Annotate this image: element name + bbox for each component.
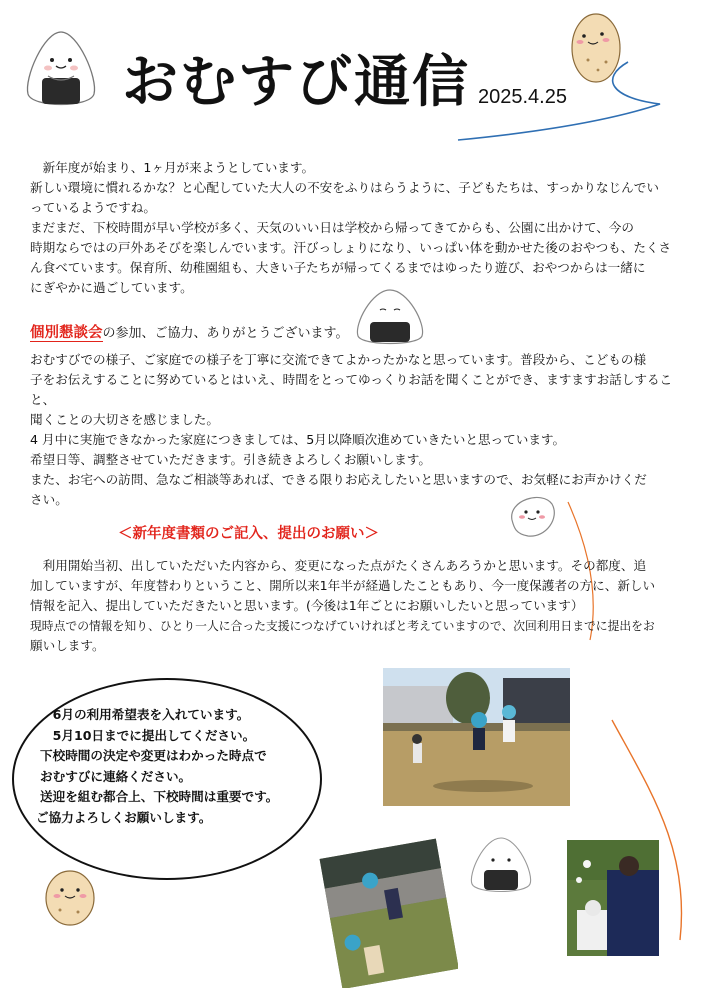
- interview-heading-suffix: の参加、ご協力、ありがとうございます。: [102, 326, 349, 341]
- notice-text: [36, 705, 279, 828]
- garden-work-photo: [318, 838, 458, 988]
- interview-line: 希望日等、調整させていただきます。引き続きよろしくお願いします。: [30, 452, 431, 467]
- planting-photo: [567, 840, 659, 956]
- interview-line: 聞くことの大切さを感じました。: [30, 412, 219, 427]
- documents-line: 加していますが、年度替わりということ、開所以来1年半が経過したこともあり、今一度保護者の方に、新しい: [30, 578, 656, 593]
- interview-line: 子をお伝えすることに努めているとはいえ、時間をとってゆっくりお話を聞くことができ、ますますお話しすること、: [30, 372, 673, 407]
- newsletter-title: おむすび通信: [122, 50, 470, 115]
- interview-paragraph: [30, 350, 685, 510]
- intro-line: 時期ならではの戸外あそびを楽しんでいます。汗びっしょりになり、いっぱい体を動かせた後のおやつも、たくさ: [30, 240, 672, 255]
- park-play-photo: [383, 668, 570, 806]
- notice-line: 5月10日までに提出してください。: [40, 727, 256, 743]
- notice-line: 下校時間の決定や変更はわかった時点で: [40, 748, 267, 763]
- interview-line: おむすびでの様子、ご家庭での様子を丁寧に交流できてよかったかなと思っています。普段から、こどもの様: [30, 352, 647, 367]
- documents-line: 願いします。: [30, 638, 105, 653]
- notice-line: ご協力よろしくお願いします。: [36, 809, 212, 825]
- intro-line: っているようですね。: [30, 200, 156, 215]
- documents-paragraph: [30, 556, 685, 656]
- documents-heading: ＜新年度書類のご記入、提出のお願い＞: [118, 526, 379, 542]
- blob-mascot-icon: [502, 490, 560, 542]
- intro-line: ん食べています。保育所、幼稚園組も、大きい子たちが帰ってくるまではゆったり遊び、おやつからは一緒に: [30, 260, 646, 275]
- intro-line: 新しい環境に慣れるかな？と心配していた大人の不安をふりはらうように、子どもたちは、すっかりなじんでい: [30, 180, 659, 195]
- documents-line: 現時点での情報を知り、ひとり一人に合った支援につなげていければと考えていますので、次回利用日までに提出をお: [30, 619, 655, 633]
- potato-mascot-icon: [568, 10, 624, 86]
- notice-line: 送迎を組む都合上、下校時間は重要です。: [40, 789, 279, 804]
- issue-date: 2025.4.25: [478, 86, 567, 108]
- intro-line: にぎやかに過ごしています。: [30, 280, 193, 295]
- documents-line: 利用開始当初、出していただいた内容から、変更になった点がたくさんあろうかと思います。その都度、追: [30, 558, 647, 573]
- potato-mascot-icon: [42, 868, 98, 928]
- interview-line: さい。: [30, 492, 68, 507]
- intro-line: まだまだ、下校時間が早い学校が多く、天気のいい日は学校から帰ってきてからも、公園に出かけて、今の: [30, 220, 634, 235]
- intro-line: 新年度が始まり、1ヶ月が来ようとしています。: [30, 160, 315, 175]
- intro-paragraph: [30, 158, 685, 298]
- notice-line: 6月の利用希望表を入れています。: [40, 707, 250, 722]
- documents-line: 情報を記入、提出していただきたいと思います。(今後は1年ごとにお願いしたいと思っています）: [30, 598, 584, 613]
- interview-heading: [30, 322, 348, 345]
- onigiri-mascot-icon: [20, 28, 102, 110]
- interview-heading-highlight: 個別懇談会: [30, 325, 103, 341]
- onigiri-mascot-icon: [350, 288, 430, 346]
- interview-line: また、お宅への訪問、急なご相談等あれば、できる限りお応えしたいと思いますので、お気軽にお声かけくだ: [30, 472, 647, 487]
- notice-line: おむすびに連絡ください。: [40, 768, 192, 784]
- interview-line: 4 月中に実施できなかった家庭につきましては、5月以降順次進めていきたいと思っています。: [30, 432, 566, 447]
- onigiri-mascot-icon: [466, 836, 536, 896]
